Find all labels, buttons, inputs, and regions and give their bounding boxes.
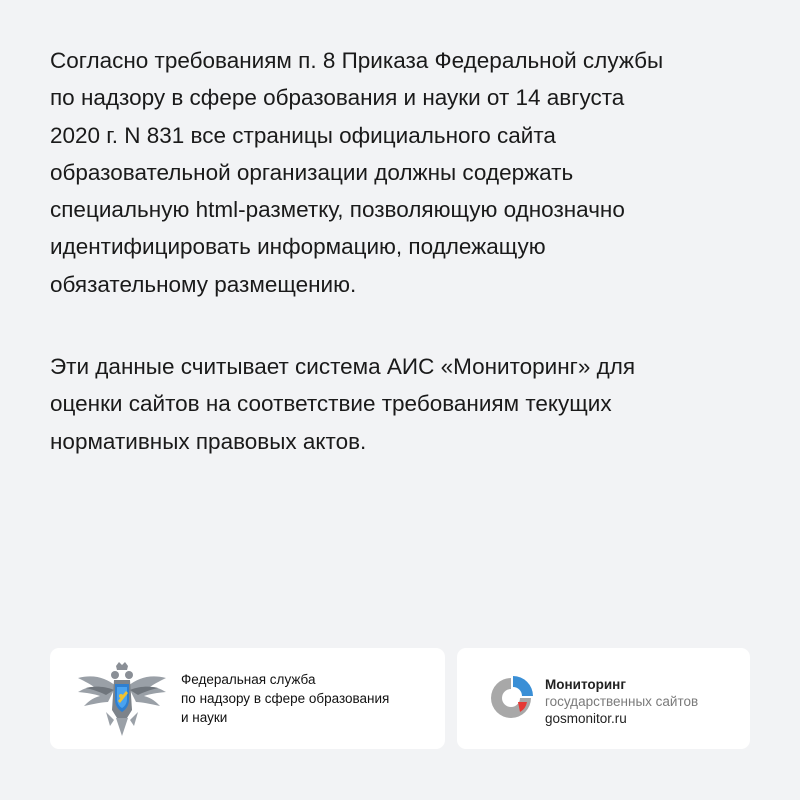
intro-line: 2020 г. N 831 все страницы официального сайта bbox=[50, 122, 556, 148]
intro-line: образовательной организации должны содержать bbox=[50, 159, 574, 185]
system-line: нормативных правовых актов. bbox=[50, 428, 367, 454]
monitoring-url[interactable]: gosmonitor.ru bbox=[545, 711, 627, 726]
system-line: Эти данные считывает система АИС «Мониторинг» для bbox=[50, 354, 636, 379]
intro-line: специальную html-разметку, позволяющую однозначно bbox=[50, 197, 625, 223]
org-name-line: Федеральная служба bbox=[181, 672, 316, 687]
intro-paragraph bbox=[50, 42, 770, 303]
intro-line: обязательному размещению. bbox=[50, 271, 357, 297]
monitoring-card bbox=[457, 648, 750, 749]
intro-line: Согласно требованиям п. 8 Приказа Федеральной службы bbox=[50, 48, 664, 73]
org-name-line: и науки bbox=[181, 710, 228, 725]
monitoring-text bbox=[545, 676, 698, 727]
system-paragraph bbox=[50, 348, 770, 460]
monitoring-subtitle: государственных сайтов bbox=[545, 694, 699, 709]
monitoring-logo-icon bbox=[487, 674, 535, 722]
org-name-line: по надзору в сфере образования bbox=[181, 691, 390, 706]
org-name bbox=[181, 670, 389, 727]
eagle-emblem-icon bbox=[76, 660, 168, 738]
intro-line: идентифицировать информацию, подлежащую bbox=[50, 234, 546, 260]
intro-line: по надзору в сфере образования и науки от 14 августа bbox=[50, 85, 625, 111]
system-line: оценки сайтов на соответствие требованиям текущих bbox=[50, 391, 612, 417]
monitoring-title: Мониторинг bbox=[545, 677, 626, 692]
rosobrnadzor-card bbox=[50, 648, 445, 749]
